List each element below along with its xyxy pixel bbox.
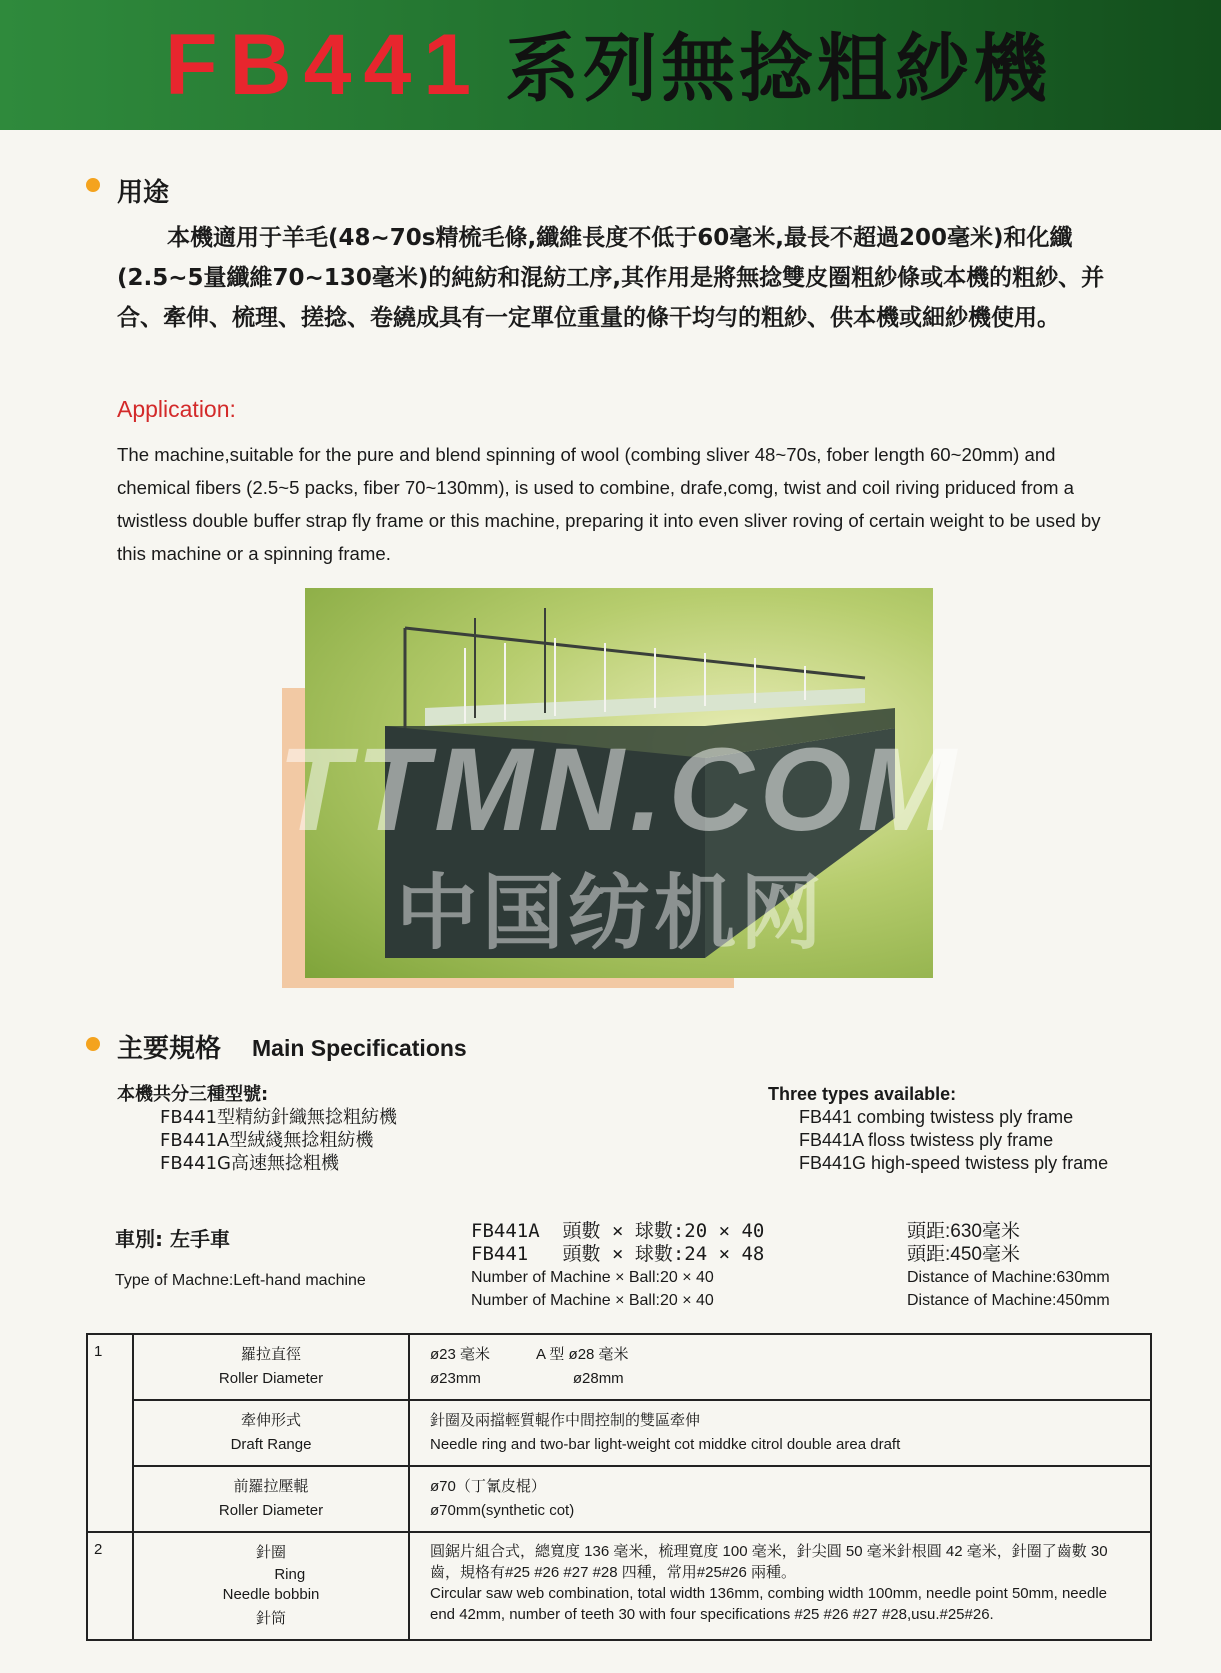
spec-name-en: Roller Diameter — [218, 1502, 324, 1519]
list-item: FB441G高速無捻粗機 — [160, 1153, 340, 1174]
spec-value-cn: ø23 毫米 — [430, 1346, 491, 1363]
spec-value-cn: A 型 ø28 毫米 — [536, 1346, 629, 1363]
watermark-cn: 中国纺机网 — [396, 866, 827, 961]
spec-value-cn: 圓鋸片組合式，總寬度 136 毫米，梳理寬度 100 毫米，針尖圓 50 毫米針根圓 42 毫米，針圈了齒數 30 齒，規格有#25 #26 #27 #28 四種，常用#25#26 兩種。 — [430, 1543, 1108, 1581]
bullet-icon — [86, 178, 100, 192]
types-list-en — [768, 1083, 1108, 1175]
spec-name — [133, 1466, 409, 1532]
spec-name — [133, 1334, 409, 1400]
row-number: 2 — [87, 1532, 133, 1640]
spec-value-en: ø70mm(synthetic cot) — [430, 1502, 575, 1519]
spec-name-cn: 羅拉直徑 — [240, 1346, 301, 1363]
spec-name-cn: 牽伸形式 — [240, 1412, 301, 1429]
title-cn: 系列無捻粗紗機 — [505, 26, 1052, 112]
list-item: FB441G high-speed twistess ply frame — [799, 1153, 1109, 1173]
application-heading: Application: — [117, 396, 236, 422]
list-item: FB441A floss twistess ply frame — [799, 1130, 1054, 1150]
distance-en: Distance of Machine:630mm — [907, 1269, 1110, 1286]
machine-count-en: Number of Machine × Ball:20 × 40 — [471, 1292, 714, 1309]
usage-paragraph-cn: 本機適用于羊毛(48~70s精梳毛條,纖維長度不低于60毫米,最長不超過200毫米)和化纖(2.5~5量纖維70~130毫米)的純紡和混紡工序,其作用是將無捻雙皮圈粗紗條或本機的粗紗、并合、牽伸、梳理、搓捻、卷繞成具有一定單位重量的條干均勻的粗紗、供本機或細紗機使用。 — [117, 225, 1105, 331]
machine-hand-cn: 車別: 左手車 — [115, 1227, 230, 1251]
model-number: FB441 — [165, 17, 484, 113]
header-banner — [0, 0, 1221, 130]
types-title-cn: 本機共分三種型號: — [117, 1084, 269, 1105]
spec-value-cn: 針圈及兩擋輕質輥作中間控制的雙區牽伸 — [430, 1412, 701, 1429]
spec-table — [86, 1333, 1152, 1641]
specs-heading-cn: 主要規格 — [117, 1034, 222, 1064]
spec-value — [409, 1466, 1151, 1532]
types-title-en: Three types available: — [768, 1084, 957, 1104]
machine-count-cn: FB441 頭數 × 球數:24 × 48 — [471, 1243, 765, 1265]
spec-value — [409, 1400, 1151, 1466]
table-row — [87, 1334, 1151, 1400]
spec-name-cn: 針圈 — [255, 1544, 286, 1561]
table-row — [87, 1532, 1151, 1640]
machine-count-en: Number of Machine × Ball:20 × 40 — [471, 1269, 714, 1286]
spec-value-en: Circular saw web combination, total width 136mm, combing width 100mm, needle point 50mm, needle end 42mm, number of teeth 30 with four specifications #25 #26 #27 #28,usu.#25#26. — [430, 1585, 1107, 1623]
spec-value — [409, 1334, 1151, 1400]
bullet-icon — [86, 1037, 100, 1051]
spec-name — [133, 1400, 409, 1466]
watermark-latin: TTMN.COM — [278, 724, 962, 856]
spec-name-en: Roller Diameter — [218, 1370, 324, 1387]
machine-count — [471, 1220, 764, 1312]
distance-cn: 頭距:450毫米 — [907, 1244, 1020, 1265]
spec-value-en: Needle ring and two-bar light-weight cot middke citrol double area draft — [430, 1436, 901, 1453]
table-row — [87, 1400, 1151, 1466]
spec-value-en: ø23mm — [430, 1370, 481, 1387]
spec-value-cn: ø70（丁氰皮棍） — [430, 1478, 546, 1495]
page-title — [165, 17, 1052, 113]
machine-count-cn: FB441A 頭數 × 球數:20 × 40 — [471, 1220, 765, 1242]
table-row — [87, 1466, 1151, 1532]
distance-cn: 頭距:630毫米 — [907, 1221, 1020, 1242]
application-paragraph: The machine,suitable for the pure and blend spinning of wool (combing sliver 48~70s, fober length 60~20mm) and chemical fibers (2.5~5 packs, fiber 70~130mm), is used to combine, drafe,comg, twist and coil riving priduced from a twistless double buffer strap fly frame or this machine, preparing it into even sliver roving of certain weight to be used by this machine or a spinning frame. — [117, 444, 1101, 564]
spec-name-cn: 針筒 — [255, 1610, 286, 1627]
spec-name — [133, 1532, 409, 1640]
types-list-cn — [117, 1083, 397, 1175]
distance-en: Distance of Machine:450mm — [907, 1292, 1110, 1309]
machine-distance — [907, 1220, 1110, 1312]
list-item: FB441型精紡針織無捻粗紡機 — [160, 1107, 398, 1128]
spec-name-en: Needle — [222, 1586, 271, 1603]
list-item: FB441A型絨綫無捻粗紡機 — [160, 1130, 374, 1151]
machine-hand-en: Type of Machne:Left-hand machine — [115, 1272, 366, 1289]
usage-heading: 用途 — [117, 178, 170, 208]
spec-name-en: Ring — [274, 1566, 306, 1583]
spec-name-cn: 前羅拉壓輥 — [233, 1478, 309, 1495]
row-number: 1 — [87, 1334, 133, 1532]
spec-value-en: ø28mm — [572, 1370, 624, 1387]
spec-name-en: bobbin — [274, 1586, 320, 1603]
spec-name-en: Draft Range — [230, 1436, 312, 1453]
list-item: FB441 combing twistess ply frame — [799, 1107, 1074, 1127]
specs-heading-en: Main Specifications — [252, 1035, 467, 1061]
spec-value — [409, 1532, 1151, 1640]
